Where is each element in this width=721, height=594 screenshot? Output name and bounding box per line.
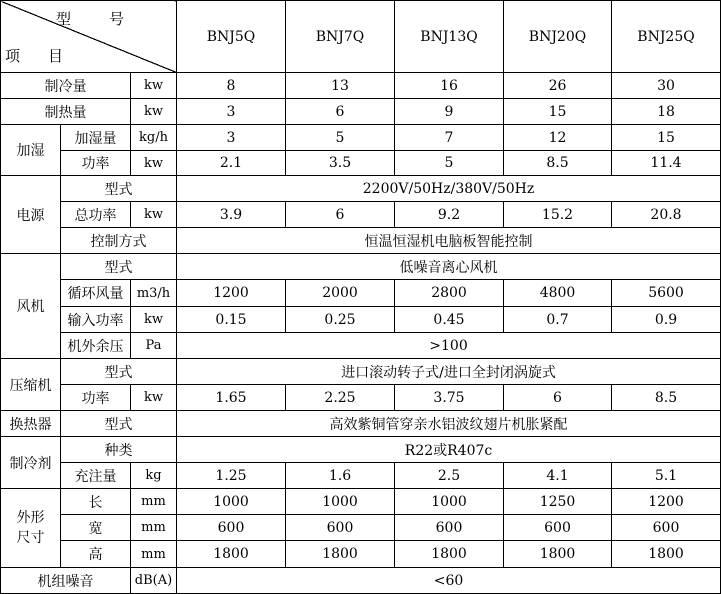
value-cell: 26 <box>504 73 612 99</box>
value-cell: 1.6 <box>286 463 395 489</box>
value-cell: 3 <box>177 99 286 125</box>
sub-label: 型式 <box>61 359 177 385</box>
value-cell: 15 <box>504 99 612 125</box>
control-mode-row <box>1 228 721 254</box>
fan-type-row <box>1 254 721 280</box>
value-cell: 18 <box>612 99 721 125</box>
unit-cell: mm <box>131 515 177 541</box>
model-name: BNJ20Q <box>504 1 612 73</box>
value-cell: 6 <box>286 202 395 228</box>
height-row <box>1 541 721 568</box>
model-header-label: 型号 <box>56 10 163 28</box>
sub-label: 充注量 <box>61 463 131 489</box>
value-cell: 16 <box>395 73 504 99</box>
sub-label: 总功率 <box>61 202 131 228</box>
model-name: BNJ13Q <box>395 1 504 73</box>
value-cell: 1000 <box>286 489 395 515</box>
sub-label: 高 <box>61 541 131 568</box>
input-power-row <box>1 307 721 333</box>
value-cell: 8 <box>177 73 286 99</box>
value-cell: 3.75 <box>395 385 504 411</box>
value-cell: 13 <box>286 73 395 99</box>
value-cell: 600 <box>395 515 504 541</box>
value-cell: 2.5 <box>395 463 504 489</box>
sub-label: 加湿量 <box>61 125 131 151</box>
value-cell: 0.45 <box>395 307 504 333</box>
value-cell: 2000 <box>286 280 395 307</box>
value-cell: 600 <box>177 515 286 541</box>
unit-cell: kw <box>131 151 177 176</box>
power-type-row <box>1 176 721 202</box>
value-cell: 5 <box>395 151 504 176</box>
unit-cell: mm <box>131 489 177 515</box>
value-cell: 5 <box>286 125 395 151</box>
merged-value-cell: 2200V/50Hz/380V/50Hz <box>177 176 721 202</box>
value-cell: 1200 <box>177 280 286 307</box>
unit-cell: kg/h <box>131 125 177 151</box>
sub-label: 循环风量 <box>61 280 131 307</box>
value-cell: 20.8 <box>612 202 721 228</box>
value-cell: 0.25 <box>286 307 395 333</box>
unit-cell: dB(A) <box>131 568 177 594</box>
value-cell: 2800 <box>395 280 504 307</box>
humidify-power-row <box>1 151 721 176</box>
merged-value-cell: >100 <box>177 333 721 359</box>
value-cell: 4.1 <box>504 463 612 489</box>
sub-label: 型式 <box>61 411 177 437</box>
row-label: 制热量 <box>1 99 131 125</box>
value-cell: 1200 <box>612 489 721 515</box>
noise-row <box>1 568 721 594</box>
unit-cell: kw <box>131 307 177 333</box>
category-humidify: 加湿 <box>1 125 61 176</box>
unit-cell: Pa <box>131 333 177 359</box>
heating-row <box>1 99 721 125</box>
sub-label: 功率 <box>61 385 131 411</box>
dimensions-category-label: 外形 尺寸 <box>16 510 45 546</box>
sub-label: 控制方式 <box>61 228 177 254</box>
value-cell: 1000 <box>177 489 286 515</box>
unit-cell: kg <box>131 463 177 489</box>
value-cell: 1000 <box>395 489 504 515</box>
unit-cell: kw <box>131 202 177 228</box>
merged-value-cell: <60 <box>177 568 721 594</box>
compressor-power-row <box>1 385 721 411</box>
category-refrigerant: 制冷剂 <box>1 437 61 489</box>
width-row <box>1 515 721 541</box>
unit-cell: m3/h <box>131 280 177 307</box>
category-dimensions <box>1 489 61 568</box>
refrigerant-kind-row <box>1 437 721 463</box>
value-cell: 3.5 <box>286 151 395 176</box>
value-cell: 1800 <box>504 541 612 568</box>
value-cell: 8.5 <box>612 385 721 411</box>
value-cell: 2.25 <box>286 385 395 411</box>
value-cell: 3.9 <box>177 202 286 228</box>
value-cell: 1.25 <box>177 463 286 489</box>
value-cell: 6 <box>504 385 612 411</box>
value-cell: 7 <box>395 125 504 151</box>
compressor-type-row <box>1 359 721 385</box>
merged-value-cell: 高效紫铜管穿亲水铝波纹翅片机胀紧配 <box>177 411 721 437</box>
unit-cell: kw <box>131 73 177 99</box>
sub-label: 型式 <box>61 254 177 280</box>
value-cell: 9 <box>395 99 504 125</box>
value-cell: 1800 <box>612 541 721 568</box>
model-name: BNJ5Q <box>177 1 286 73</box>
sub-label: 功率 <box>61 151 131 176</box>
merged-value-cell: 恒温恒湿机电脑板智能控制 <box>177 228 721 254</box>
value-cell: 11.4 <box>612 151 721 176</box>
value-cell: 600 <box>504 515 612 541</box>
value-cell: 6 <box>286 99 395 125</box>
value-cell: 15.2 <box>504 202 612 228</box>
humidify-amount-row <box>1 125 721 151</box>
heat-exchanger-row <box>1 411 721 437</box>
merged-value-cell: 低噪音离心风机 <box>177 254 721 280</box>
value-cell: 1.65 <box>177 385 286 411</box>
category-power-supply: 电源 <box>1 176 61 254</box>
value-cell: 3 <box>177 125 286 151</box>
sub-label: 宽 <box>61 515 131 541</box>
value-cell: 600 <box>612 515 721 541</box>
sub-label: 长 <box>61 489 131 515</box>
value-cell: 600 <box>286 515 395 541</box>
category-fan: 风机 <box>1 254 61 359</box>
value-cell: 4800 <box>504 280 612 307</box>
airflow-row <box>1 280 721 307</box>
merged-value-cell: R22或R407c <box>177 437 721 463</box>
value-cell: 1250 <box>504 489 612 515</box>
value-cell: 5600 <box>612 280 721 307</box>
value-cell: 0.9 <box>612 307 721 333</box>
unit-cell: kw <box>131 99 177 125</box>
item-header-label: 项目 <box>5 47 92 65</box>
value-cell: 15 <box>612 125 721 151</box>
model-name: BNJ25Q <box>612 1 721 73</box>
value-cell: 30 <box>612 73 721 99</box>
total-power-row <box>1 202 721 228</box>
value-cell: 1800 <box>177 541 286 568</box>
unit-cell: kw <box>131 385 177 411</box>
sub-label: 型式 <box>61 176 177 202</box>
row-label: 机组噪音 <box>1 568 131 594</box>
category-compressor: 压缩机 <box>1 359 61 411</box>
cooling-row <box>1 73 721 99</box>
value-cell: 12 <box>504 125 612 151</box>
header-row <box>1 1 721 73</box>
value-cell: 5.1 <box>612 463 721 489</box>
refrigerant-charge-row <box>1 463 721 489</box>
sub-label: 输入功率 <box>61 307 131 333</box>
static-pressure-row <box>1 333 721 359</box>
value-cell: 2.1 <box>177 151 286 176</box>
unit-cell: mm <box>131 541 177 568</box>
value-cell: 1800 <box>286 541 395 568</box>
category-heat-exchanger: 换热器 <box>1 411 61 437</box>
sub-label: 机外余压 <box>61 333 131 359</box>
value-cell: 0.7 <box>504 307 612 333</box>
row-label: 制冷量 <box>1 73 131 99</box>
header-corner-cell <box>1 1 177 73</box>
sub-label: 种类 <box>61 437 177 463</box>
value-cell: 0.15 <box>177 307 286 333</box>
model-name: BNJ7Q <box>286 1 395 73</box>
merged-value-cell: 进口滚动转子式/进口全封闭涡旋式 <box>177 359 721 385</box>
value-cell: 9.2 <box>395 202 504 228</box>
value-cell: 8.5 <box>504 151 612 176</box>
length-row <box>1 489 721 515</box>
value-cell: 1800 <box>395 541 504 568</box>
